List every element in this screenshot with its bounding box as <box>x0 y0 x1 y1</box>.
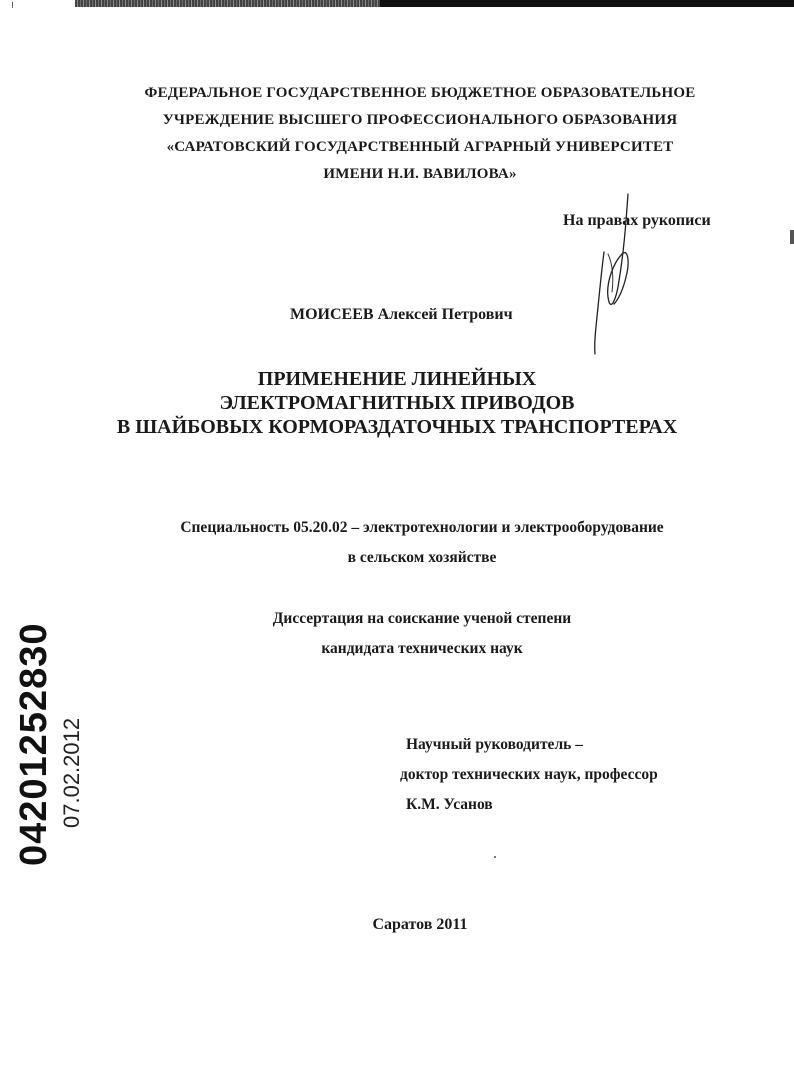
city-year: Саратов 2011 <box>372 916 468 933</box>
scan-artifact-edge <box>790 230 794 244</box>
degree-statement <box>120 604 724 664</box>
institution-header <box>100 80 740 188</box>
degree-line: Диссертация на соискание ученой степени <box>272 610 572 627</box>
supervisor-role: Научный руководитель – <box>406 736 583 753</box>
title-line: ПРИМЕНЕНИЕ ЛИНЕЙНЫХ <box>257 368 537 390</box>
scan-artifact-top-solid <box>380 0 794 7</box>
institution-line: УЧРЕЖДЕНИЕ ВЫСШЕГО ПРОФЕССИОНАЛЬНОГО ОБРАЗОВАНИЯ <box>162 112 678 128</box>
degree-line: кандидата технических наук <box>321 640 523 657</box>
specialty <box>60 513 784 573</box>
supervisor <box>400 730 658 820</box>
scan-speck <box>494 856 496 858</box>
supervisor-degree: доктор технических наук, профессор <box>400 766 658 783</box>
institution-line: ФЕДЕРАЛЬНОЕ ГОСУДАРСТВЕННОЕ БЮДЖЕТНОЕ ОБРАЗОВАТЕЛЬНОЕ <box>144 85 696 101</box>
library-stamp-number: 04201252830 <box>13 622 55 866</box>
specialty-line: в сельском хозяйстве <box>347 549 497 566</box>
title-line: В ШАЙБОВЫХ КОРМОРАЗДАТОЧНЫХ ТРАНСПОРТЕРАХ <box>116 416 678 438</box>
author-name: МОИСЕЕВ Алексей Петрович <box>290 306 513 323</box>
title-line: ЭЛЕКТРОМАГНИТНЫХ ПРИВОДОВ <box>219 392 575 414</box>
dissertation-title <box>40 367 754 439</box>
handwritten-signature <box>578 192 638 357</box>
institution-line: ИМЕНИ Н.И. ВАВИЛОВА» <box>323 166 517 182</box>
institution-line: «САРАТОВСКИЙ ГОСУДАРСТВЕННЫЙ АГРАРНЫЙ УНИВЕРСИТЕТ <box>166 139 674 155</box>
library-stamp-date: 07.02.2012 <box>59 717 84 828</box>
specialty-line: Специальность 05.20.02 – электротехнологии и электрооборудование <box>180 519 664 536</box>
manuscript-note: На правах рукописи <box>563 212 711 229</box>
scan-artifact-mark <box>12 2 13 8</box>
supervisor-name: К.М. Усанов <box>406 796 493 813</box>
